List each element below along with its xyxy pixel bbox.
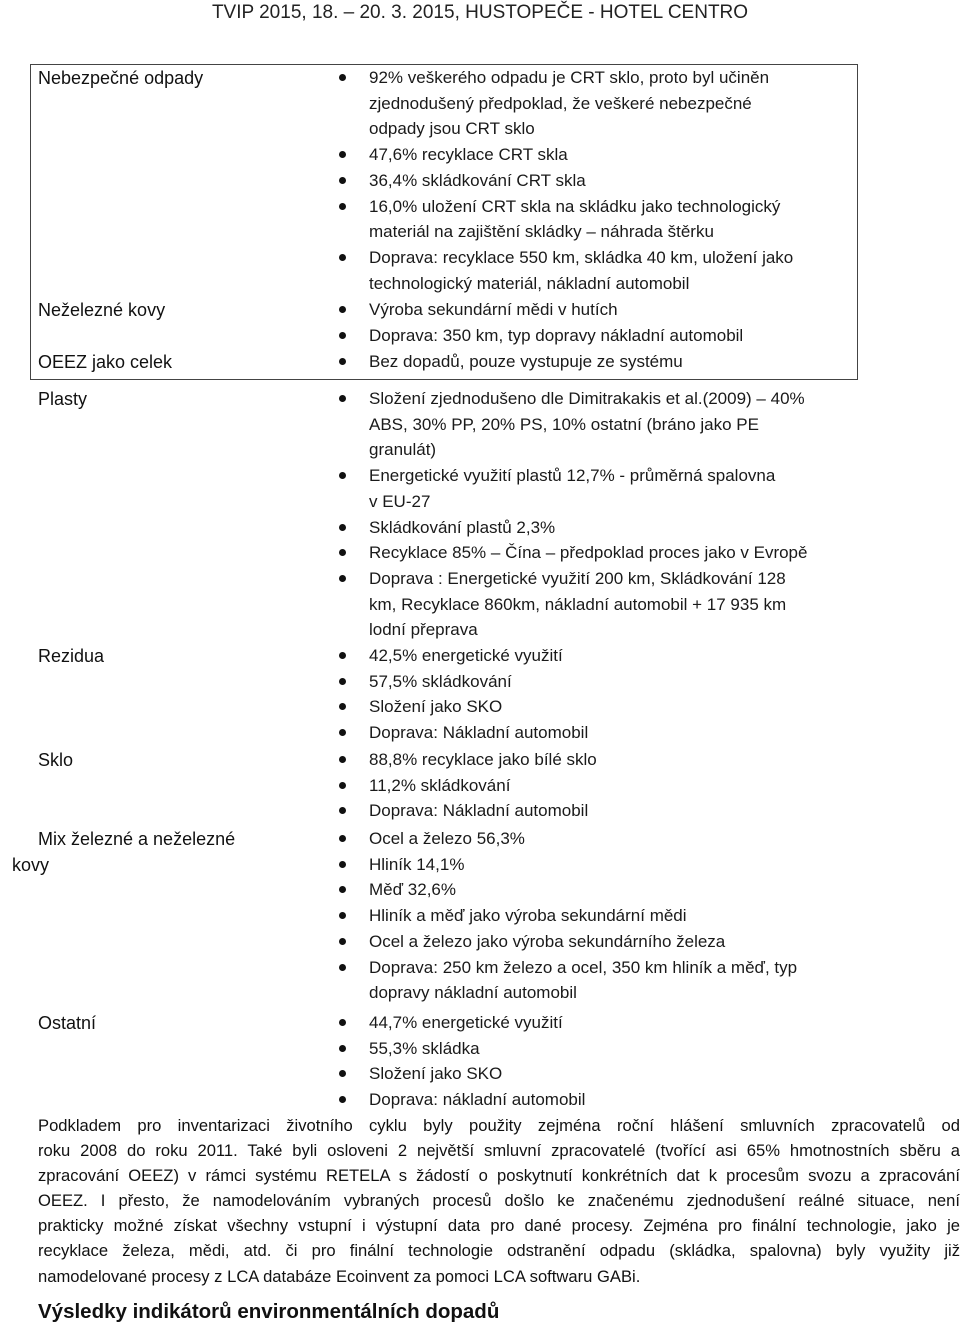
list-item: 36,4% skládkování CRT skla [369, 168, 839, 194]
section-heading: Výsledky indikátorů environmentálních dopadů [38, 1300, 500, 1323]
list-item: technologický materiál, nákladní automobil [369, 273, 690, 293]
row-label-mix-kovy-line2: kovy [12, 855, 50, 875]
list-ostatni [369, 1010, 849, 1113]
paragraph-line: namodelované procesy z LCA databáze Ecoinvent za pomoci LCA softwaru GABi. [38, 1266, 641, 1286]
list-nebezpecne-odpady [369, 65, 839, 296]
list-item: 44,7% energetické využití [369, 1010, 849, 1036]
list-item: Ocel a železo 56,3% [369, 826, 849, 852]
paragraph-line: zpracování OEEZ) v rámci systému RETELA s žádostí o poskytnutí konkrétních dat k procesům svozu a zpracování [38, 1166, 960, 1186]
list-rezidua [369, 643, 849, 746]
list-item: Měď 32,6% [369, 877, 849, 903]
list-item: Recyklace 85% – Čína – předpoklad proces jako v Evropě [369, 540, 849, 566]
list-item: 88,8% recyklace jako bílé sklo [369, 747, 849, 773]
list-item: 47,6% recyklace CRT skla [369, 142, 839, 168]
list-item: Doprava: 250 km železo a ocel, 350 km hliník a měď, typ [369, 955, 849, 981]
list-item: Složení jako SKO [369, 694, 849, 720]
list-item: zjednodušený předpoklad, že veškeré nebezpečné [369, 93, 752, 113]
row-label-mix-kovy: Mix železné a neželezné [38, 829, 236, 849]
paragraph-line: prakticky možné získat všechny vstupní i výstupní data pro dané procesy. Zejména pro finální technologie, jako je [38, 1216, 960, 1236]
list-item: dopravy nákladní automobil [369, 983, 577, 1003]
list-item: lodní přeprava [369, 620, 478, 640]
list-plasty [369, 386, 849, 643]
row-label-nezelezne-kovy: Neželezné kovy [38, 300, 166, 320]
list-item: Skládkování plastů 2,3% [369, 515, 849, 541]
list-nezelezne-kovy [369, 297, 839, 348]
list-item: Složení zjednodušeno dle Dimitrakakis et al.(2009) – 40% [369, 386, 849, 412]
body-paragraph [38, 1113, 960, 1289]
list-item: 92% veškerého odpadu je CRT sklo, proto byl učiněn [369, 65, 839, 91]
list-item: 11,2% skládkování [369, 773, 849, 799]
list-item: Ocel a železo jako výroba sekundárního železa [369, 929, 849, 955]
list-item: odpady jsou CRT sklo [369, 119, 535, 139]
row-label-oeez-jako-celek: OEEZ jako celek [38, 352, 173, 372]
list-item: 55,3% skládka [369, 1036, 849, 1062]
list-item: Energetické využití plastů 12,7% - průměrná spalovna [369, 463, 849, 489]
list-item: Složení jako SKO [369, 1061, 849, 1087]
list-item: Hliník 14,1% [369, 852, 849, 878]
row-label-ostatni: Ostatní [38, 1013, 97, 1033]
list-item: Bez dopadů, pouze vystupuje ze systému [369, 349, 839, 375]
list-item: Doprava: nákladní automobil [369, 1087, 849, 1113]
paragraph-line: recyklace železa, mědi, atd. či pro finální technologie odstranění odpadu (skládka, spalovna) byly využity již [38, 1241, 960, 1261]
list-sklo [369, 747, 849, 824]
list-item: 42,5% energetické využití [369, 643, 849, 669]
list-item: Doprava: Nákladní automobil [369, 720, 849, 746]
list-oeez-jako-celek [369, 349, 839, 375]
paragraph-line: OEEZ. I přesto, že namodelováním vybraných procesů došlo ke značenému zjednodušení reálné situace, není [38, 1191, 960, 1211]
list-item: km, Recyklace 860km, nákladní automobil + 17 935 km [369, 594, 787, 614]
list-item: materiál na zajištění skládky – náhrada štěrku [369, 222, 714, 242]
row-label-rezidua: Rezidua [38, 646, 105, 666]
list-item: granulát) [369, 440, 437, 460]
list-item: 57,5% skládkování [369, 669, 849, 695]
list-item: Výroba sekundární mědi v hutích [369, 297, 839, 323]
paragraph-line: roku 2008 do roku 2011. Také byli osloveni 2 největší smluvní zpracovatelé (tvořící asi 65% hmotnostních sběru a [38, 1141, 960, 1161]
list-item: v EU-27 [369, 491, 431, 511]
list-item: Doprava: recyklace 550 km, skládka 40 km, uložení jako [369, 245, 839, 271]
list-item: Hliník a měď jako výroba sekundární mědi [369, 903, 849, 929]
list-item: 16,0% uložení CRT skla na skládku jako technologický [369, 194, 839, 220]
row-label-nebezpecne-odpady: Nebezpečné odpady [38, 68, 204, 88]
list-mix-kovy [369, 826, 849, 1006]
list-item: Doprava: Nákladní automobil [369, 798, 849, 824]
list-item: Doprava: 350 km, typ dopravy nákladní automobil [369, 323, 839, 349]
page-header: TVIP 2015, 18. – 20. 3. 2015, HUSTOPEČE - HOTEL CENTRO [211, 2, 749, 23]
row-label-sklo: Sklo [38, 750, 74, 770]
list-item: Doprava : Energetické využití 200 km, Skládkování 128 [369, 566, 849, 592]
paragraph-line: Podkladem pro inventarizaci životního cyklu byly použity zejména roční hlášení smluvních zpracovatelů od [38, 1116, 960, 1135]
row-label-plasty: Plasty [38, 389, 88, 409]
list-item: ABS, 30% PP, 20% PS, 10% ostatní (bráno jako PE [369, 414, 759, 434]
